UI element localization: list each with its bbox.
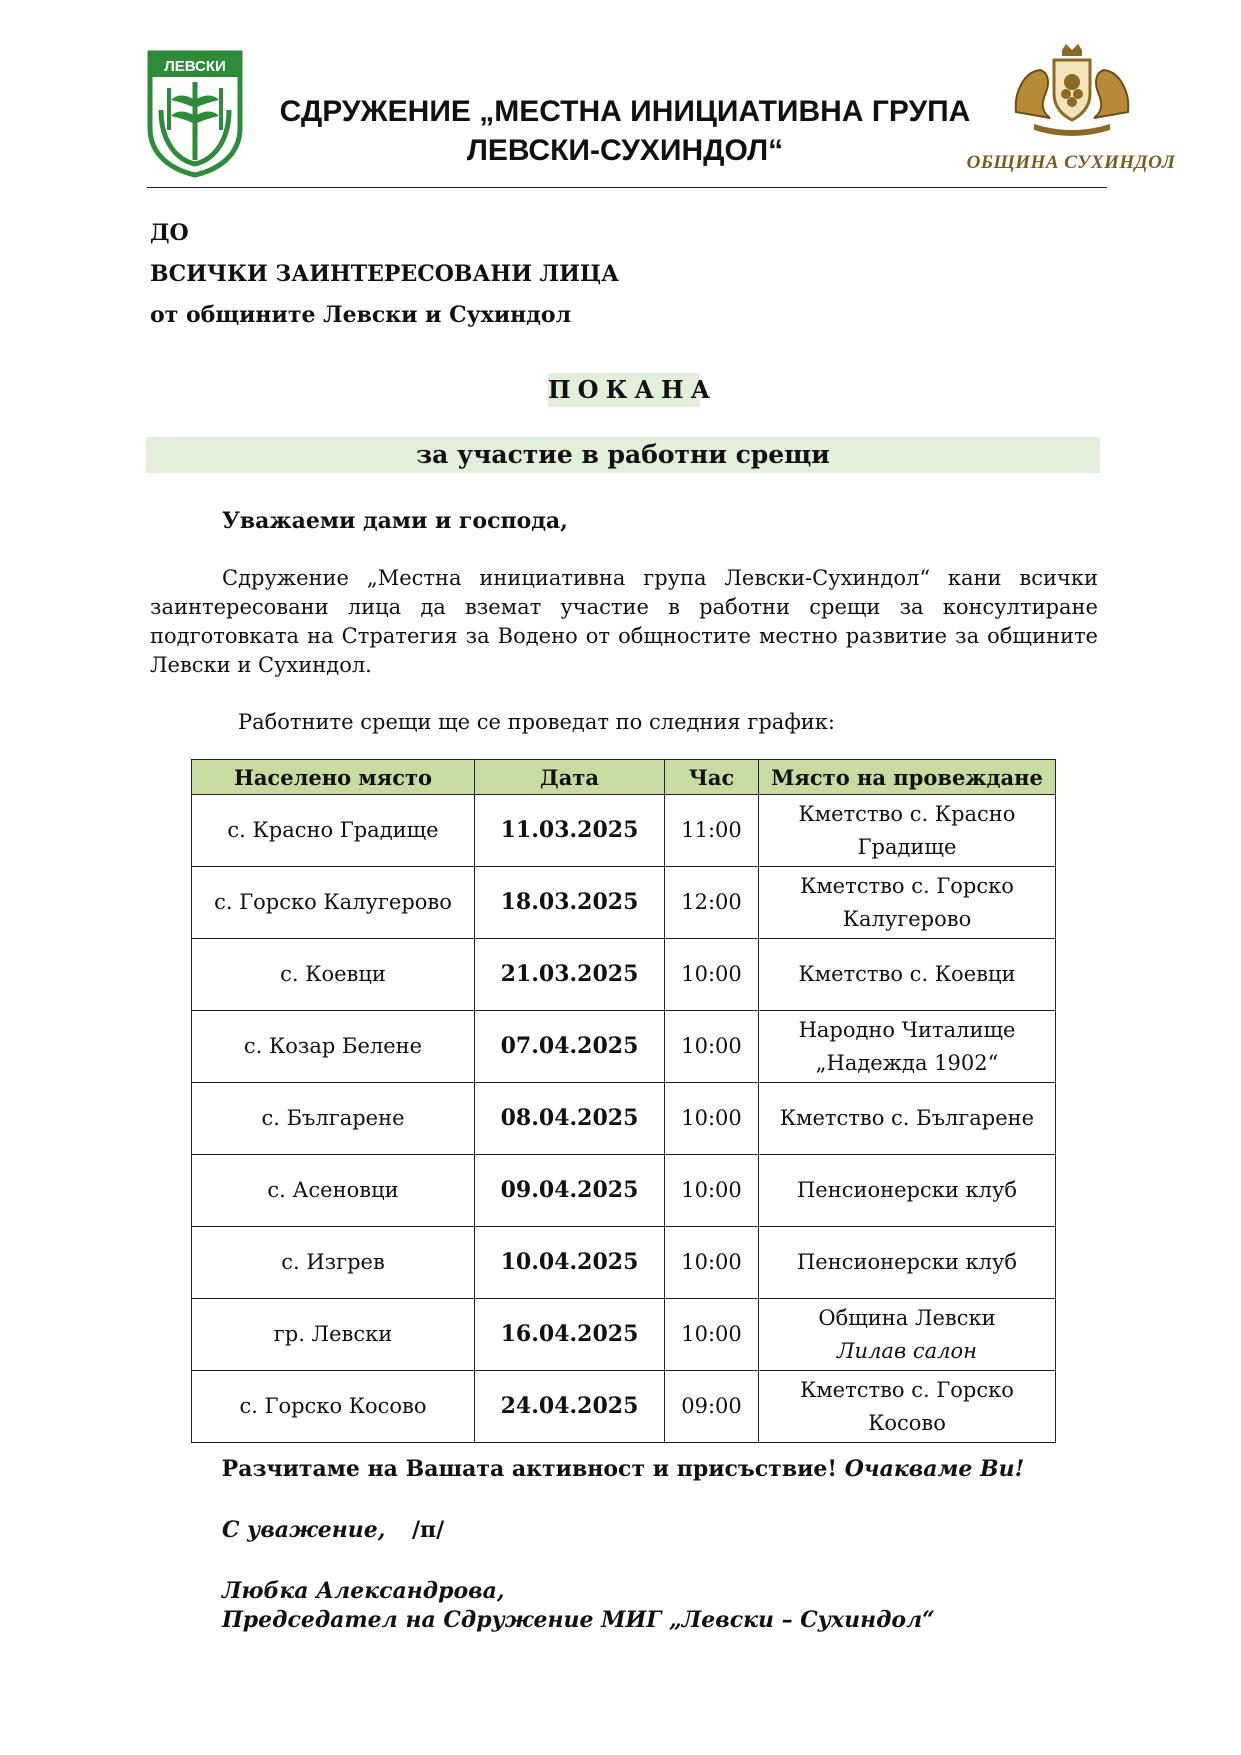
cell-time: 09:00 [665,1371,759,1443]
column-header-venue: Място на провеждане [759,760,1056,795]
invitation-title: ПОКАНА [548,373,700,407]
cell-date: 16.04.2025 [475,1299,665,1371]
closing-emphasis: Очакваме Ви! [844,1456,1025,1482]
closing-line [146,1456,1100,1482]
greeting: Уважаеми дами и господа, [222,508,568,534]
cell-venue: Кметство с. Горско Косово [759,1371,1056,1443]
schedule-table [191,759,1056,1443]
schedule-intro: Работните срещи ще се проведат по следния график: [238,710,835,734]
cell-place: с. Горско Калугерово [192,867,475,939]
table-row [192,1227,1056,1299]
column-header-place: Населено място [192,760,475,795]
table-row [192,1371,1056,1443]
cell-date: 21.03.2025 [475,939,665,1011]
cell-place: с. Българене [192,1083,475,1155]
cell-time: 10:00 [665,1299,759,1371]
levski-logo-text: ЛЕВСКИ [164,58,226,75]
table-row [192,1011,1056,1083]
table-row [192,795,1056,867]
cell-time: 10:00 [665,1155,759,1227]
addressee-to: ДО [150,220,189,246]
cell-venue: Пенсионерски клуб [759,1227,1056,1299]
organization-title-line1: СДРУЖЕНИЕ „МЕСТНА ИНИЦИАТИВНА ГРУПА [279,95,971,128]
body-paragraph: Сдружение „Местна инициативна група Левски-Сухиндол“ кани всички заинтересовани лица да вземат участие в работни срещи за консултиране подготовката на Стратегия за Водено от общностите местно развитие за общините Левски и Сухиндол. [150,566,1098,677]
cell-venue: Кметство с. Красно Градище [759,795,1056,867]
cell-venue: Кметство с. Горско Калугерово [759,867,1056,939]
cell-place: с. Горско Косово [192,1371,475,1443]
column-header-time: Час [665,760,759,795]
cell-date: 18.03.2025 [475,867,665,939]
signer-name: Любка Александрова, [222,1578,505,1604]
signoff-regards: С уважение, [222,1517,386,1543]
cell-venue-name: Община Левски [818,1305,996,1330]
table-row [192,1299,1056,1371]
cell-venue: Кметство с. Българене [759,1083,1056,1155]
cell-time: 11:00 [665,795,759,867]
signature-mark: /п/ [412,1517,445,1543]
table-row [192,1155,1056,1227]
cell-place: с. Красно Градище [192,795,475,867]
cell-venue: Кметство с. Коевци [759,939,1056,1011]
cell-place: с. Асеновци [192,1155,475,1227]
header-divider [147,187,1107,188]
cell-date: 11.03.2025 [475,795,665,867]
closing-main: Разчитаме на Вашата активност и присъствие! [221,1456,838,1482]
cell-time: 12:00 [665,867,759,939]
cell-place: с. Козар Белене [192,1011,475,1083]
signer-position: Председател на Сдружение МИГ „Левски – Сухиндол“ [222,1607,935,1633]
cell-venue [759,1299,1056,1371]
cell-venue-note: Лилав салон [837,1338,977,1363]
table-row [192,867,1056,939]
cell-time: 10:00 [665,939,759,1011]
cell-date: 09.04.2025 [475,1155,665,1227]
crest-caption: ОБЩИНА СУХИНДОЛ [966,152,1176,173]
cell-place: с. Коевци [192,939,475,1011]
cell-time: 10:00 [665,1083,759,1155]
addressee-line1: ВСИЧКИ ЗАИНТЕРЕСОВАНИ ЛИЦА [150,261,620,287]
table-row [192,939,1056,1011]
cell-date: 08.04.2025 [475,1083,665,1155]
organization-title [240,92,1010,170]
cell-date: 07.04.2025 [475,1011,665,1083]
cell-date: 10.04.2025 [475,1227,665,1299]
column-header-date: Дата [475,760,665,795]
cell-date: 24.04.2025 [475,1371,665,1443]
cell-venue: Народно Читалище „Надежда 1902“ [759,1011,1056,1083]
cell-time: 10:00 [665,1011,759,1083]
cell-place: с. Изгрев [192,1227,475,1299]
addressee-line2: от общините Левски и Сухиндол [150,302,572,328]
sukhindol-crest [1010,42,1134,138]
table-row [192,1083,1056,1155]
table-header-row [192,760,1056,795]
cell-time: 10:00 [665,1227,759,1299]
invitation-subtitle: за участие в работни срещи [146,437,1100,473]
levski-logo [147,50,243,178]
organization-title-line2: ЛЕВСКИ-СУХИНДОЛ“ [466,134,784,167]
cell-place: гр. Левски [192,1299,475,1371]
cell-venue: Пенсионерски клуб [759,1155,1056,1227]
